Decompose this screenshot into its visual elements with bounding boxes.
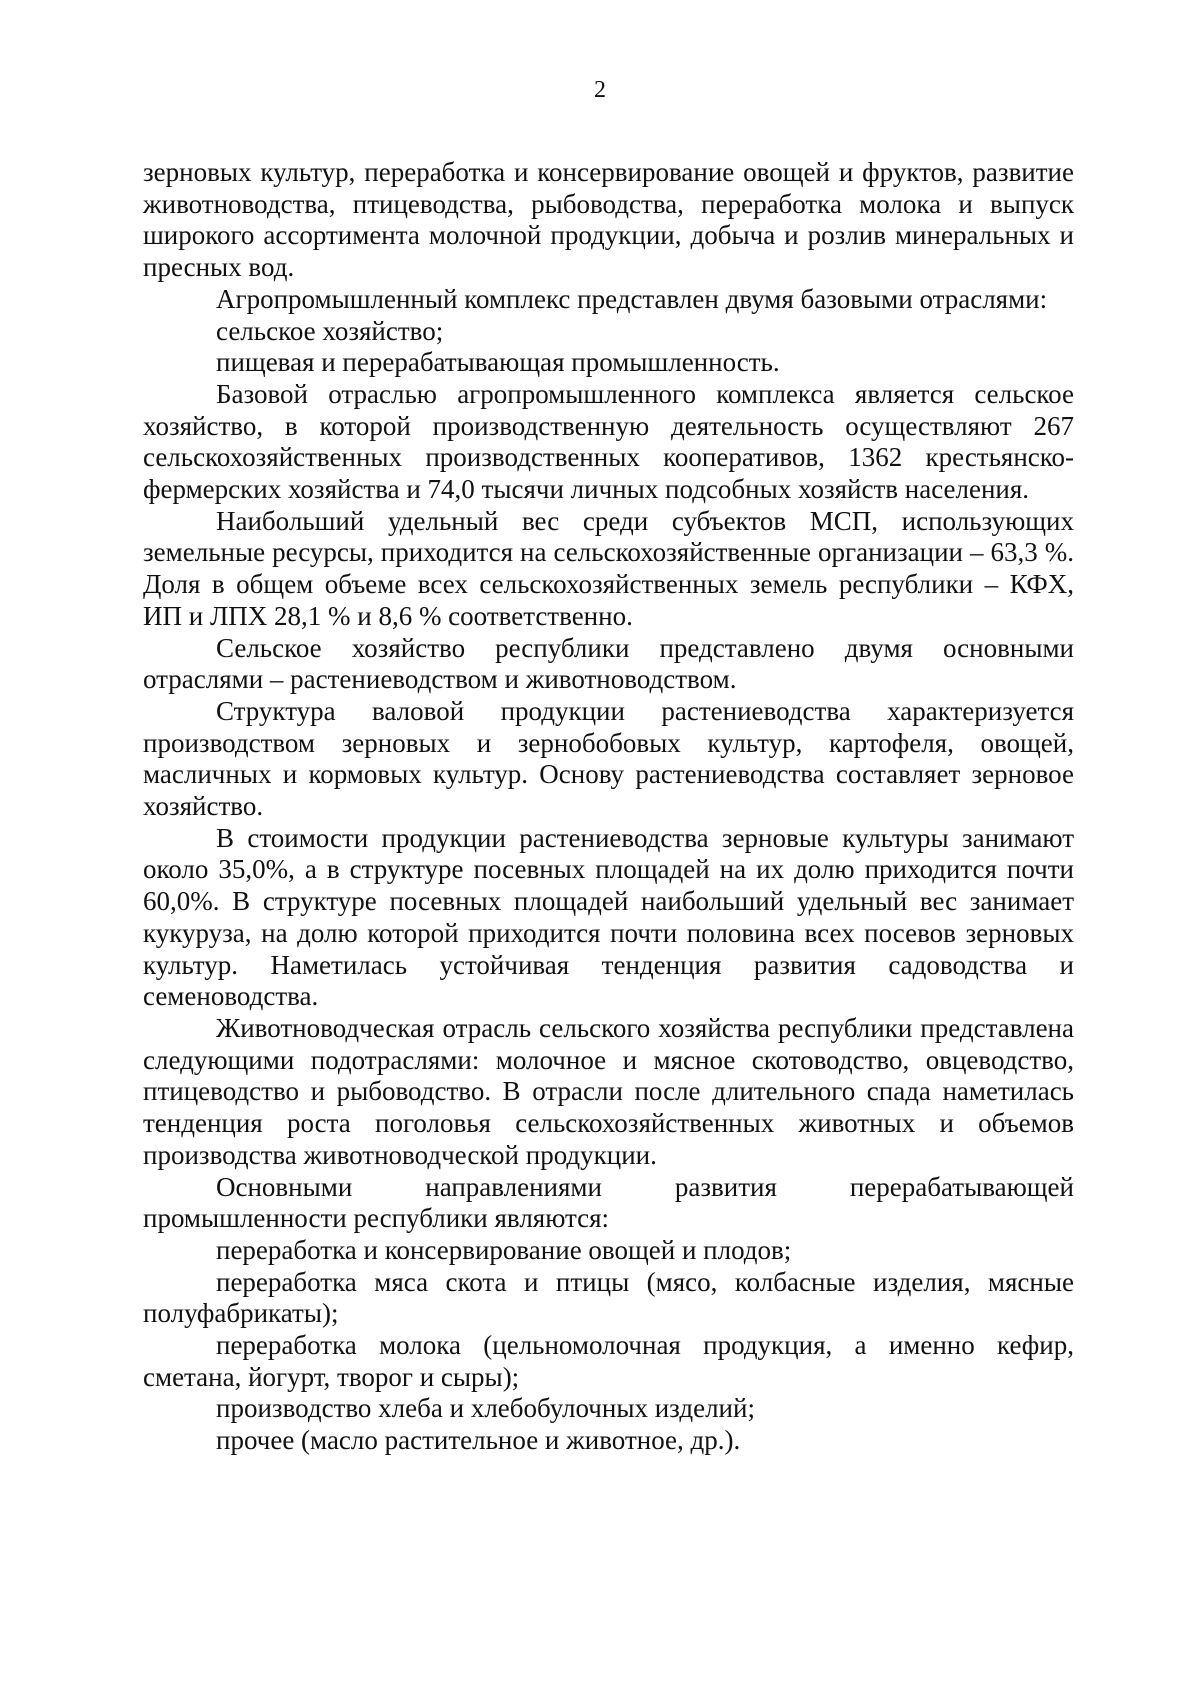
paragraph: Животноводческая отрасль сельского хозяйства республики представлена следующими подотраслями: молочное и мясное скотоводство, овцеводство, птицеводство и рыбоводство. В отрасли после длительного спада наметилась тенденция роста поголовья сельскохозяйственных животных и объемов производства животноводческой продукции. bbox=[143, 1012, 1074, 1170]
paragraph: зерновых культур, переработка и консервирование овощей и фруктов, развитие животноводства, птицеводства, рыбоводства, переработка молока и выпуск широкого ассортимента молочной продукции, добыча и розлив минеральных и пресных вод. bbox=[143, 157, 1074, 283]
list-item: переработка мяса скота и птицы (мясо, колбасные изделия, мясные полуфабрикаты); bbox=[143, 1266, 1074, 1329]
list-item: пищевая и перерабатывающая промышленность. bbox=[216, 347, 780, 378]
paragraph: Наибольший удельный вес среди субъектов МСП, использующих земельные ресурсы, приходится на сельскохозяйственные организации – 63,3 %. Доля в общем объеме всех сельскохозяйственных земель республики – КФХ, ИП и ЛПХ 28,1 % и 8,6 % соответственно. bbox=[143, 505, 1074, 631]
list-item: прочее (масло растительное и животное, др.). bbox=[216, 1425, 741, 1456]
paragraph: В стоимости продукции растениеводства зерновые культуры занимают около 35,0%, а в структуре посевных площадей на их долю приходится почти 60,0%. В структуре посевных площадей наибольший удельный вес занимает кукуруза, на долю которой приходится почти половина всех посевов зерновых культур. Наметилась устойчивая тенденция развития садоводства и семеноводства. bbox=[143, 822, 1074, 1012]
paragraph: Структура валовой продукции растениеводства характеризуется производством зерновых и зернобобовых культур, картофеля, овощей, масличных и кормовых культур. Основу растениеводства составляет зерновое хозяйство. bbox=[143, 695, 1074, 822]
list-item: переработка молока (цельномолочная продукция, а именно кефир, сметана, йогурт, творог и сыры); bbox=[143, 1330, 1074, 1392]
list-item: переработка и консервирование овощей и плодов; bbox=[216, 1234, 792, 1265]
document-body bbox=[143, 157, 1074, 1457]
paragraph: Агропромышленный комплекс представлен двумя базовыми отраслями: bbox=[216, 283, 1048, 314]
paragraph: Сельское хозяйство республики представлено двумя основными отраслями – растениеводством и животноводством. bbox=[143, 632, 1074, 695]
paragraph: Основными направлениями развития перерабатывающей промышленности республики являются: bbox=[143, 1171, 1074, 1234]
list-item: сельское хозяйство; bbox=[216, 315, 444, 346]
page-number: 2 bbox=[594, 77, 606, 103]
list-item: производство хлеба и хлебобулочных изделий; bbox=[216, 1393, 755, 1424]
paragraph: Базовой отраслью агропромышленного комплекса является сельское хозяйство, в которой производственную деятельность осуществляют 267 сельскохозяйственных производственных кооперативов, 1362 крестьянско-фермерских хозяйства и 74,0 тысячи личных подсобных хозяйств населения. bbox=[143, 378, 1074, 505]
